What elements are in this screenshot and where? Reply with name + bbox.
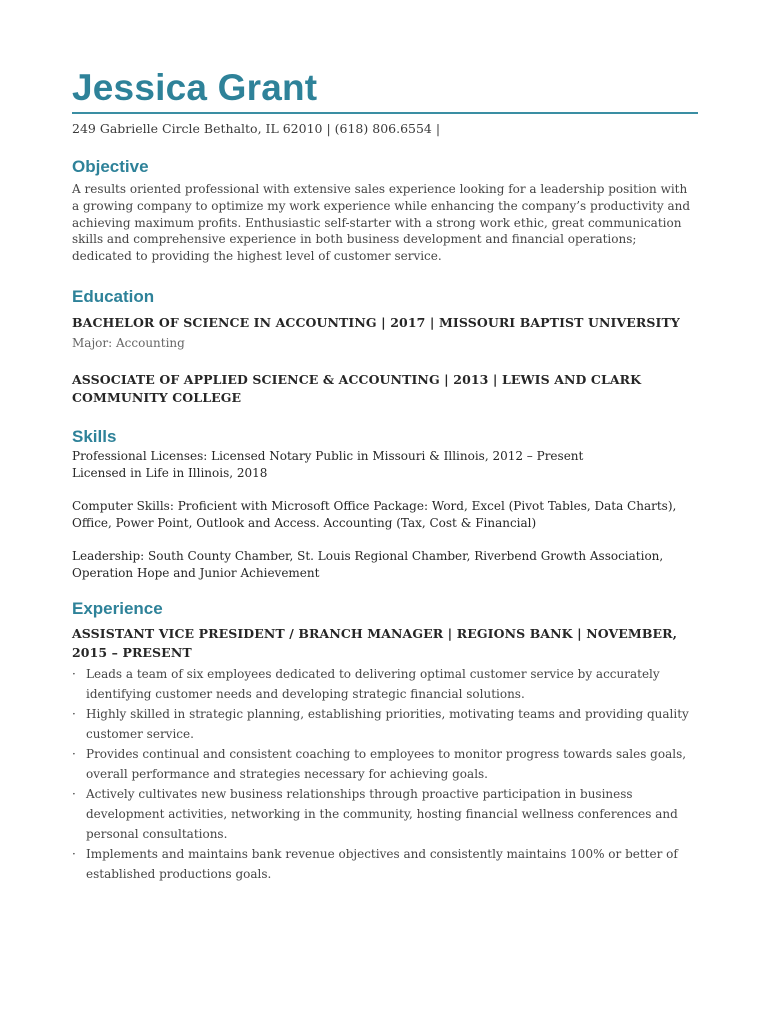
objective-text: A results oriented professional with extensive sales experience looking for a leadership position with a growing company to optimize my work experience while enhancing the company’s productivity and achieving maximum profits. Enthusiastic self-starter with a strong work ethic, great communication skills and comprehensive experience in both business development and financial operations; dedicated to providing the highest level of customer service. (72, 182, 691, 264)
education-major: Major: Accounting (72, 335, 185, 350)
resume-page (72, 66, 698, 884)
skill-computer: Computer Skills: Proficient with Microsoft Office Package: Word, Excel (Pivot Tables, Data Charts), Office, Power Point, Outlook and Access. Accounting (Tax, Cost & Financial) (72, 498, 677, 530)
skills-heading: Skills (72, 426, 117, 446)
bullet-icon: · (72, 746, 76, 761)
education-entry (72, 371, 698, 407)
experience-heading: Experience (72, 598, 163, 618)
education-entry (72, 314, 698, 352)
bullet-text: Provides continual and consistent coaching to employees to monitor progress towards sales goals, overall performance and strategies necessary for achieving goals. (86, 746, 687, 781)
bullet-icon: · (72, 786, 76, 801)
education-degree: ASSOCIATE OF APPLIED SCIENCE & ACCOUNTING | 2013 | LEWIS AND CLARK COMMUNITY COLLEGE (72, 371, 642, 405)
bullet-icon: · (72, 706, 76, 721)
education-degree: BACHELOR OF SCIENCE IN ACCOUNTING | 2017 | MISSOURI BAPTIST UNIVERSITY (72, 314, 680, 330)
contact-info: 249 Gabrielle Circle Bethalto, IL 62010 | (618) 806.6554 | (72, 121, 441, 136)
skill-licenses-line: Professional Licenses: Licensed Notary Public in Missouri & Illinois, 2012 – Present (72, 448, 584, 463)
job-title: ASSISTANT VICE PRESIDENT / BRANCH MANAGER | REGIONS BANK | NOVEMBER, 2015 – PRESENT (72, 625, 678, 660)
bullet-icon: · (72, 666, 76, 681)
list-item (72, 744, 698, 784)
education-heading: Education (72, 286, 155, 306)
objective-heading: Objective (72, 157, 149, 176)
header-divider (72, 112, 698, 114)
candidate-name: Jessica Grant (72, 67, 318, 108)
list-item (72, 784, 698, 844)
skill-licenses (72, 448, 698, 482)
skill-leadership: Leadership: South County Chamber, St. Louis Regional Chamber, Riverbend Growth Association, Operation Hope and Junior Achievement (72, 548, 664, 580)
bullet-text: Actively cultivates new business relationships through proactive participation in business development activities, networking in the community, hosting financial wellness conferences and personal consultations. (86, 786, 678, 841)
job-bullet-list (72, 664, 698, 884)
bullet-text: Highly skilled in strategic planning, establishing priorities, motivating teams and providing quality customer service. (86, 706, 689, 741)
list-item (72, 704, 698, 744)
list-item (72, 664, 698, 704)
skill-licenses-line: Licensed in Life in Illinois, 2018 (72, 465, 268, 480)
bullet-text: Leads a team of six employees dedicated to delivering optimal customer service by accurately identifying customer needs and developing strategic financial solutions. (86, 666, 660, 701)
list-item (72, 844, 698, 884)
bullet-text: Implements and maintains bank revenue objectives and consistently maintains 100% or better of established productions goals. (86, 846, 678, 881)
bullet-icon: · (72, 846, 76, 861)
